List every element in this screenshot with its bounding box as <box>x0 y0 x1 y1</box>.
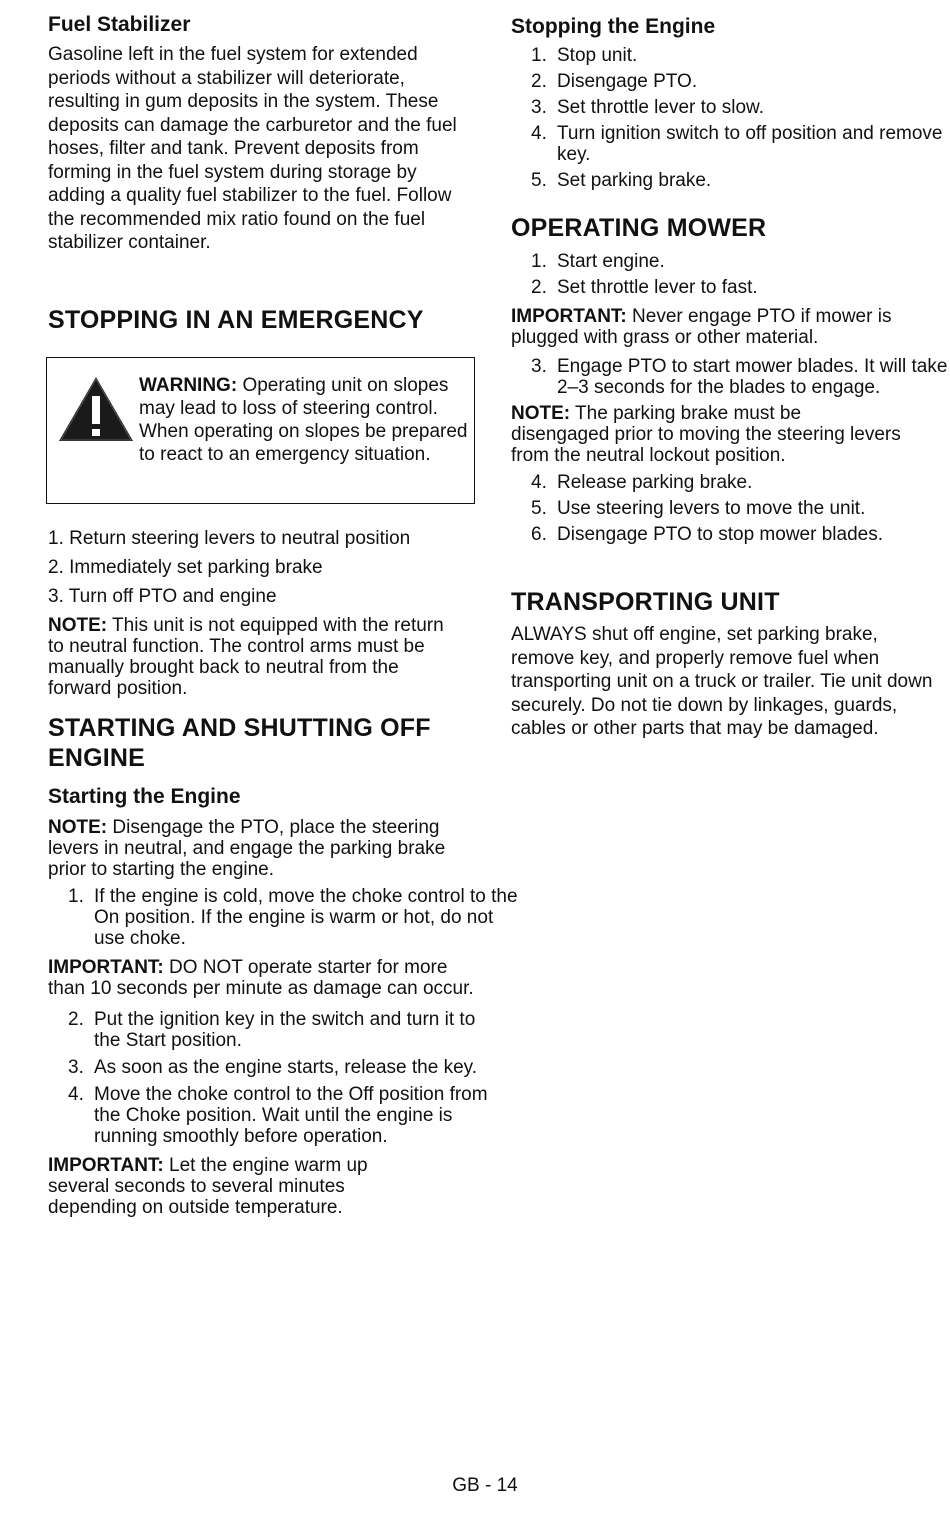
warning-box <box>46 357 475 504</box>
note-text: This unit is not equipped with the return to neutral function. The control arms must be manually brought back to neutral from the forward position. <box>48 615 444 699</box>
list-item: 1. Start engine. <box>531 251 665 272</box>
list-item: 2. Immediately set parking brake <box>48 557 323 578</box>
operating-important <box>511 306 936 348</box>
emergency-note <box>48 615 458 699</box>
warning-text <box>139 374 469 466</box>
list-item: 1. If the engine is cold, move the choke control to the On position. If the engine is warm or hot, do not use choke. <box>68 886 518 949</box>
fuel-stabilizer-section <box>48 13 476 255</box>
list-item: 1. Stop unit. <box>531 45 638 66</box>
important-text: Never engage PTO if mower is plugged with grass or other material. <box>511 306 892 348</box>
emergency-heading: STOPPING IN AN EMERGENCY <box>48 306 424 334</box>
starting-note <box>48 817 448 880</box>
starting-steps-a <box>48 886 518 949</box>
note-text: Disengage the PTO, place the steering levers in neutral, and engage the parking brake prior to starting the engine. <box>48 817 446 880</box>
list-item: 2. Disengage PTO. <box>531 71 698 92</box>
stopping-section <box>511 15 943 191</box>
starting-steps-b <box>48 1009 488 1147</box>
list-item: 3. As soon as the engine starts, release the key. <box>68 1057 478 1078</box>
list-item: 3. Engage PTO to start mower blades. It will take 2–3 seconds for the blades to engage. <box>531 356 948 398</box>
operating-note <box>511 403 901 466</box>
stopping-heading: Stopping the Engine <box>511 15 716 38</box>
fuel-stabilizer-heading: Fuel Stabilizer <box>48 13 191 36</box>
operating-section <box>511 213 948 545</box>
transporting-body: ALWAYS shut off engine, set parking brake, remove key, and properly remove fuel when transporting unit on a truck or trailer. Tie unit down securely. Do not tie down by linkages, guards, cables or other parts that may be damaged. <box>511 624 933 739</box>
stopping-steps <box>511 45 943 191</box>
important-text: Let the engine warm up several seconds to several minutes depending on outside temperature. <box>48 1155 368 1218</box>
list-item: 6. Disengage PTO to stop mower blades. <box>531 524 883 545</box>
list-item: 5. Use steering levers to move the unit. <box>531 498 866 519</box>
important-label: IMPORTANT: <box>48 1155 164 1176</box>
list-item: 2. Put the ignition key in the switch and turn it to the Start position. <box>68 1009 476 1051</box>
emergency-section <box>48 305 476 699</box>
note-label: NOTE: <box>48 817 108 838</box>
list-item: 3. Set throttle lever to slow. <box>531 97 764 118</box>
warning-message: Operating unit on slopes may lead to loss of steering control. When operating on slopes be prepared to react to an emergency situation. <box>139 375 468 465</box>
important-text: DO NOT operate starter for more than 10 seconds per minute as damage can occur. <box>48 957 474 999</box>
page-number: GB - 14 <box>452 1475 518 1496</box>
note-label: NOTE: <box>48 615 108 636</box>
list-item: 2. Set throttle lever to fast. <box>531 277 758 298</box>
emergency-steps <box>48 528 476 607</box>
warning-label: WARNING: <box>139 375 238 396</box>
note-text: The parking brake must be disengaged prior to moving the steering levers from the neutral lockout position. <box>511 403 901 466</box>
operating-steps-a <box>511 251 936 298</box>
list-item: 4. Move the choke control to the Off position from the Choke position. Wait until the engine is running smoothly before operation. <box>68 1084 488 1147</box>
important-note-2 <box>48 1155 428 1218</box>
important-label: IMPORTANT: <box>511 306 627 327</box>
list-item: 4. Release parking brake. <box>531 472 753 493</box>
fuel-stabilizer-body: Gasoline left in the fuel system for extended periods without a stabilizer will deteriorate, resulting in gum deposits in the system. These deposits can damage the carburetor and the fuel hoses, filter and tank. Prevent deposits from forming in the fuel system during storage by adding a quality fuel stabilizer to the fuel. Follow the recommended mix ratio found on the fuel stabilizer container. <box>48 44 457 253</box>
starting-heading: STARTING AND SHUTTING OFF ENGINE <box>48 714 431 772</box>
list-item: 4. Turn ignition switch to off position and remove key. <box>531 123 943 165</box>
operating-steps-b <box>511 472 936 545</box>
starting-subheading: Starting the Engine <box>48 785 241 808</box>
starting-section <box>48 713 518 1218</box>
important-label: IMPORTANT: <box>48 957 164 978</box>
transporting-heading: TRANSPORTING UNIT <box>511 588 780 616</box>
important-note-1 <box>48 957 476 999</box>
note-label: NOTE: <box>511 403 571 424</box>
operating-heading: OPERATING MOWER <box>511 214 767 242</box>
operating-step-3 <box>511 356 948 398</box>
transporting-section <box>511 587 936 741</box>
list-item: 3. Turn off PTO and engine <box>48 586 277 607</box>
warning-triangle-icon <box>57 374 135 444</box>
list-item: 1. Return steering levers to neutral position <box>48 528 411 549</box>
list-item: 5. Set parking brake. <box>531 170 712 191</box>
